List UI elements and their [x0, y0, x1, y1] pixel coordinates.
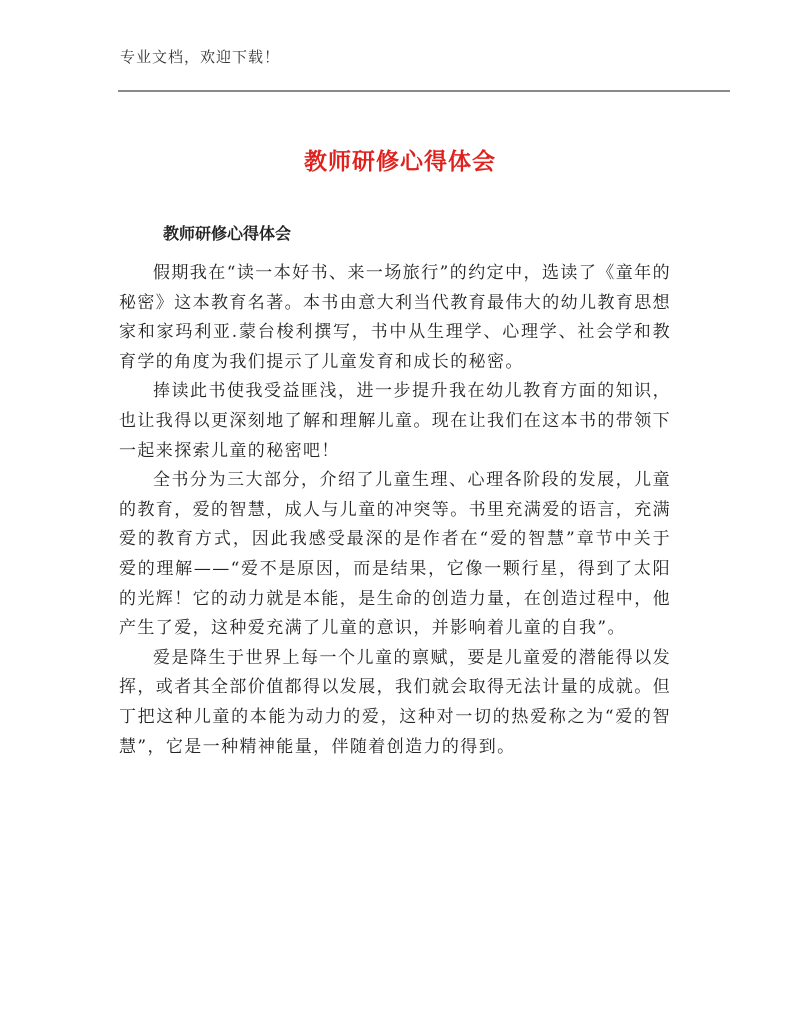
paragraph-1: 假期我在“读一本好书、来一场旅行”的约定中，选读了《童年的秘密》这本教育名著。本书由意大利当代教育最伟大的幼儿教育思想家和家玛利亚.蒙台梭利撰写，书中从生理学、心理学、社会学和教育学的角度为我们提示了儿童发育和成长的秘密。 — [119, 263, 671, 372]
document-title: 教师研修心得体会 — [304, 149, 496, 175]
header-note: 专业文档，欢迎下载！ — [120, 48, 281, 66]
paragraph-3: 全书分为三大部分，介绍了儿童生理、心理各阶段的发展，儿童的教育，爱的智慧，成人与儿童的冲突等。书里充满爱的语言，充满爱的教育方式，因此我感受最深的是作者在“爱的智慧”章节中关于爱的理解——“爱不是原因，而是结果，它像一颗行星，得到了太阳的光辉！它的动力就是本能，是生命的创造力量，在创造过程中，他产生了爱，这种爱充满了儿童的意识，并影响着儿童的自我”。 — [119, 470, 671, 639]
paragraph-2: 捧读此书使我受益匪浅，进一步提升我在幼儿教育方面的知识，也让我得以更深刻地了解和理解儿童。现在让我们在这本书的带领下一起来探索儿童的秘密吧！ — [119, 381, 671, 461]
header-divider — [118, 90, 730, 92]
document-body — [119, 259, 671, 762]
document-subtitle: 教师研修心得体会 — [163, 224, 292, 243]
paragraph-4: 爱是降生于世界上每一个儿童的禀赋，要是儿童爱的潜能得以发挥，或者其全部价值都得以发展，我们就会取得无法计量的成就。但丁把这种儿童的本能为动力的爱，这种对一切的热爱称之为“爱的智慧”，它是一种精神能量，伴随着创造力的得到。 — [119, 647, 671, 757]
